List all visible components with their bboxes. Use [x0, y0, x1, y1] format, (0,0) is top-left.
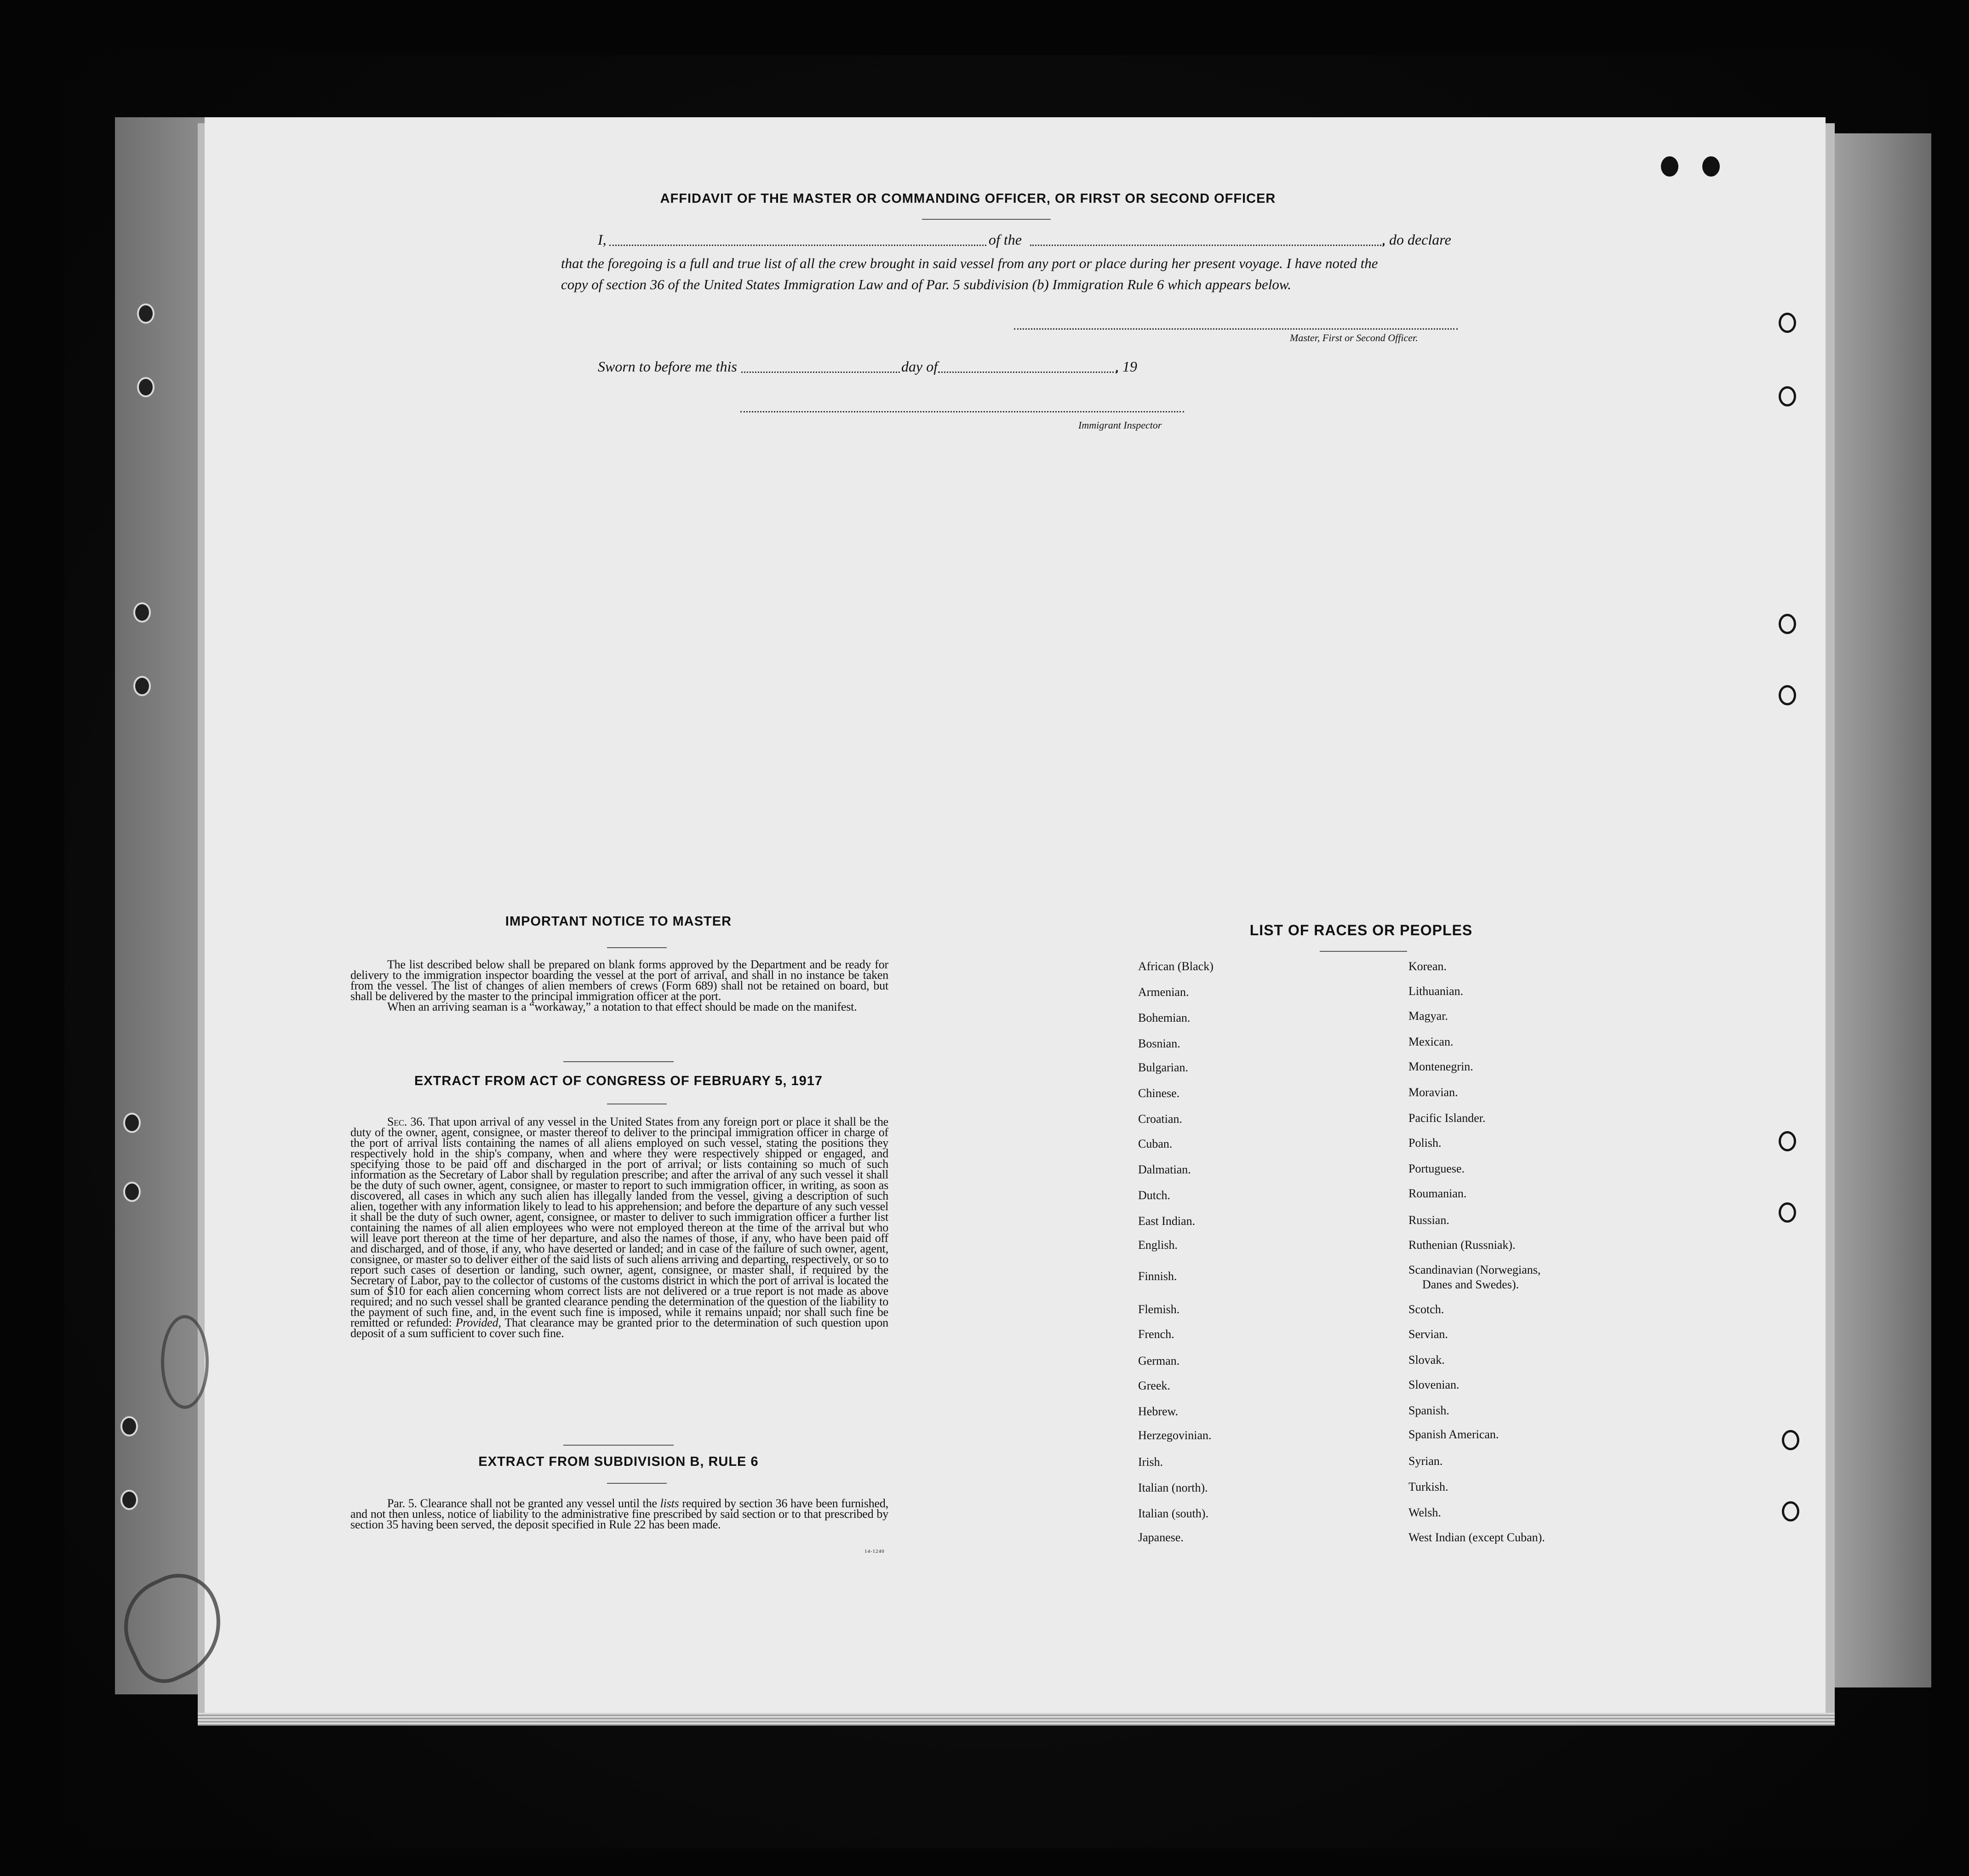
provided-label: Provided,	[455, 1316, 501, 1329]
race-item: Lithuanian.	[1408, 984, 1464, 998]
notice-paragraph-1: The list described below shall be prepared on blank forms approved by the Department and be ready for delivery to the immigration inspector boarding the vessel at the port of arrival, and shall in no instance be taken from the vessel. The list of changes of alien members of crews (Form 689) shall not be retained on board, but shall be delivered by the master to the principal immigration officer at the port.	[350, 958, 888, 1003]
race-item: Magyar.	[1408, 1009, 1448, 1023]
binder-hole-icon	[120, 1490, 138, 1510]
race-item: Chinese.	[1138, 1087, 1180, 1100]
race-item: Italian (north).	[1138, 1481, 1208, 1494]
race-item: African (Black)	[1138, 960, 1213, 973]
race-item: Bosnian.	[1138, 1037, 1180, 1050]
extract-act-title: EXTRACT FROM ACT OF CONGRESS OF FEBRUARY 5, 1917	[414, 1074, 823, 1088]
race-item: Servian.	[1408, 1327, 1448, 1341]
races-title: LIST OF RACES OR PEOPLES	[1249, 922, 1473, 938]
race-item: Portuguese.	[1408, 1162, 1465, 1175]
binder-hole-icon	[137, 377, 155, 397]
affidavit-declare-label: , do declare	[1382, 231, 1451, 248]
master-signature-line	[1014, 328, 1458, 330]
divider	[1320, 951, 1407, 952]
race-item: Pacific Islander.	[1408, 1111, 1486, 1125]
affidavit-of-the-label: of the	[989, 231, 1022, 248]
race-item: Croatian.	[1138, 1112, 1183, 1126]
races-column-right	[1408, 960, 1694, 1558]
binder-hole-icon	[1779, 1202, 1796, 1223]
divider	[563, 1061, 674, 1062]
race-item: Spanish American.	[1408, 1428, 1499, 1441]
race-item: Flemish.	[1138, 1303, 1180, 1316]
race-item: Polish.	[1408, 1136, 1442, 1150]
race-item: Roumanian.	[1408, 1187, 1467, 1200]
binder-hole-icon	[1779, 386, 1796, 406]
year-label: , 19	[1115, 358, 1137, 375]
race-item: Welsh.	[1408, 1506, 1441, 1519]
affidavit-line-2: that the foregoing is a full and true list of all the crew brought in said vessel from any port or place during her present voyage. I have noted the	[561, 255, 1378, 271]
handwriting-mark	[161, 1315, 209, 1409]
day-of-label: day of	[901, 358, 938, 375]
right-page-edge	[1821, 133, 1931, 1687]
rule-text-start: Par. 5. Clearance shall not be granted any vessel until the	[387, 1497, 657, 1510]
divider	[607, 947, 667, 948]
binder-hole-icon	[133, 676, 151, 696]
affidavit-i-label: I,	[598, 231, 607, 248]
binder-hole-icon	[133, 602, 151, 623]
race-item: Dalmatian.	[1138, 1163, 1191, 1176]
race-item: Russian.	[1408, 1213, 1449, 1227]
race-item: Greek.	[1138, 1379, 1171, 1392]
race-item: Moravian.	[1408, 1086, 1458, 1099]
inspector-label: Immigrant Inspector	[1078, 419, 1162, 431]
race-item: Finnish.	[1138, 1270, 1177, 1283]
extract-rule-body	[350, 1498, 888, 1530]
extract-act-body	[350, 1116, 888, 1338]
page-stack-edges	[198, 1713, 1835, 1726]
affidavit-line-3: copy of section 36 of the United States Immigration Law and of Par. 5 subdivision (b) Immigration Rule 6 which appears below.	[561, 276, 1292, 292]
race-item: Italian (south).	[1138, 1507, 1209, 1520]
binder-hole-icon	[1779, 685, 1796, 705]
race-item: Irish.	[1138, 1455, 1163, 1469]
race-item: Mexican.	[1408, 1035, 1454, 1048]
sec-36-text: That upon arrival of any vessel in the United States from any foreign port or place it shall be the duty of the owner, agent, consignee, or master thereof to deliver to the principal immigration officer in charge of the port of arrival lists containing the names of all aliens employed on such vessel, stating the positions they respectively hold in the ship's company, when and where they were respectively shipped or engaged, and specifying those to be paid off and discharged in the port of arrival; or lists containing so much of such information as the Secretary of Labor shall by regulation prescribe; and after the arrival of any such vessel it shall be the duty of such owner, agent, consignee, or master to report to such immigration officer, in writing, as soon as discovered, all cases in which any such alien has illegally landed from the vessel, giving a description of such alien, together with any information likely to lead to his apprehension; and before the departure of any such vessel it shall be the duty of such owner, agent, consignee, or master to deliver to such immigration officer a further list containing the names of all alien employees who were not employed thereon at the time of the arrival but who will leave port thereon at the time of her departure, and also the names of those, if any, who have been paid off and discharged, and of those, if any, who have deserted or landed; and in case of the failure of such owner, agent, consignee, or master so to deliver either of the said lists of such aliens arriving and departing, respectively, or so to report such cases of desertion or landing, such owner, agent, consignee, or master shall, if required by the Secretary of Labor, pay to the collector of customs of the customs district in which the port of arrival is located the sum of $10 for each alien concerning whom correct lists are not delivered or a true report is not made as above required; and no such vessel shall be granted clearance pending the determination of the question of the liability to the payment of such fine, and, in the event such fine is imposed, while it remains unpaid; nor shall such fine be remitted or refunded:	[350, 1115, 888, 1329]
binder-hole-icon	[120, 1416, 138, 1436]
race-item: Slovenian.	[1408, 1378, 1460, 1391]
race-item: Hebrew.	[1138, 1405, 1179, 1418]
divider	[563, 1445, 674, 1446]
race-item: Montenegrin.	[1408, 1060, 1473, 1073]
race-item: French.	[1138, 1327, 1174, 1341]
sworn-label: Sworn to before me this	[598, 358, 737, 375]
extract-rule-title: EXTRACT FROM SUBDIVISION B, RULE 6	[478, 1454, 759, 1469]
vessel-blank-line	[1030, 245, 1384, 246]
binder-hole-icon	[123, 1113, 141, 1133]
race-item: German.	[1138, 1354, 1180, 1367]
race-item: English.	[1138, 1238, 1178, 1252]
race-item: Scandinavian (Norwegians,	[1408, 1263, 1541, 1276]
race-item: Slovak.	[1408, 1353, 1445, 1367]
notice-body	[350, 959, 888, 1012]
races-column-left	[1138, 960, 1396, 1558]
race-item-continuation: Danes and Swedes).	[1422, 1278, 1519, 1291]
race-item: East Indian.	[1138, 1214, 1196, 1228]
inspector-signature-line	[740, 411, 1184, 412]
name-blank-line	[609, 245, 986, 246]
binder-hole-icon	[1779, 614, 1796, 634]
race-item: Armenian.	[1138, 985, 1189, 999]
race-item: Cuban.	[1138, 1137, 1173, 1150]
race-item: Spanish.	[1408, 1404, 1449, 1417]
binder-hole-icon	[1779, 1131, 1796, 1151]
rule-text-end: required by section 36 have been furnished, and not then unless, notice of liability to the administrative fine prescribed by said section or to that prescribed by section 35 having been served, the deposit specified in Rule 22 has been made.	[350, 1497, 888, 1531]
lists-label: lists	[660, 1497, 679, 1510]
divider	[922, 219, 1051, 220]
race-item: Scotch.	[1408, 1303, 1444, 1316]
binder-hole-icon	[1782, 1501, 1799, 1521]
race-item: West Indian (except Cuban).	[1408, 1531, 1545, 1544]
affidavit-title: AFFIDAVIT OF THE MASTER OR COMMANDING OFFICER, OR FIRST OR SECOND OFFICER	[660, 191, 1276, 206]
race-item: Bulgarian.	[1138, 1061, 1189, 1074]
divider	[607, 1483, 667, 1484]
race-item: Turkish.	[1408, 1480, 1448, 1493]
race-item: Dutch.	[1138, 1189, 1171, 1202]
binder-hole-icon	[137, 303, 155, 324]
race-item: Syrian.	[1408, 1454, 1443, 1468]
sec-36-text-end: That clearance may be granted prior to the determination of such question upon deposit of a sum sufficient to cover such fine.	[350, 1316, 888, 1340]
binder-hole-icon	[1782, 1430, 1799, 1450]
binder-hole-icon	[1661, 156, 1678, 177]
race-item: Korean.	[1408, 960, 1447, 973]
master-signature-label: Master, First or Second Officer.	[1290, 332, 1418, 343]
binder-hole-icon	[1779, 313, 1796, 333]
notice-paragraph-2: When an arriving seaman is a “workaway,” a notation to that effect should be made on the manifest.	[387, 1000, 857, 1013]
binder-hole-icon	[1702, 156, 1720, 177]
notice-title: IMPORTANT NOTICE TO MASTER	[505, 914, 732, 929]
sworn-month-blank-line	[938, 372, 1117, 373]
sec-36-label: Sec. 36.	[387, 1115, 425, 1128]
form-number: 14-1240	[864, 1549, 885, 1554]
race-item: Ruthenian (Russniak).	[1408, 1238, 1516, 1252]
race-item: Bohemian.	[1138, 1011, 1191, 1024]
binder-hole-icon	[123, 1182, 141, 1202]
sworn-day-blank-line	[741, 372, 900, 373]
race-item: Herzegovinian.	[1138, 1429, 1212, 1442]
race-item: Japanese.	[1138, 1531, 1184, 1544]
